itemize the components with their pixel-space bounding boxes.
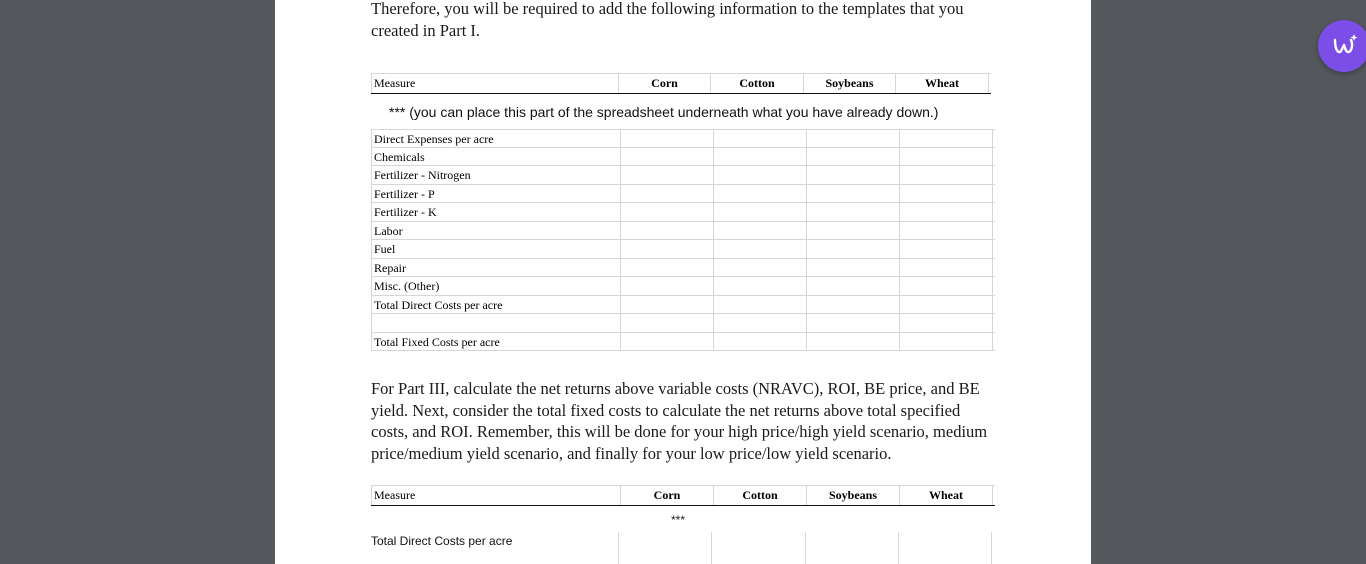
cell-wheat[interactable] bbox=[900, 240, 993, 258]
column-divider bbox=[898, 532, 899, 564]
table1-header bbox=[371, 73, 991, 94]
column-divider bbox=[991, 532, 992, 564]
cell-wheat[interactable] bbox=[900, 277, 993, 295]
table2-row-label: Total Direct Costs per acre bbox=[371, 534, 513, 548]
table1-header-cotton: Cotton bbox=[711, 74, 804, 93]
cell-corn[interactable] bbox=[621, 259, 714, 277]
intro-paragraph: Therefore, you will be required to add the following information to the templates that you created in Part I. bbox=[371, 0, 964, 40]
cell-cotton[interactable] bbox=[714, 240, 807, 258]
row-label: Labor bbox=[371, 222, 621, 240]
cell-corn[interactable] bbox=[621, 166, 714, 184]
table-row bbox=[371, 333, 995, 352]
table-row bbox=[371, 222, 995, 241]
cell-soybeans[interactable] bbox=[807, 277, 900, 295]
table1-note: *** (you can place this part of the spreadsheet underneath what you have already down.) bbox=[389, 104, 939, 120]
table1-header-soybeans: Soybeans bbox=[804, 74, 896, 93]
row-label: Fertilizer - P bbox=[371, 185, 621, 203]
table-row bbox=[371, 148, 995, 167]
row-label: Fertilizer - Nitrogen bbox=[371, 166, 621, 184]
row-label: Fertilizer - K bbox=[371, 203, 621, 221]
cell-wheat[interactable] bbox=[900, 314, 993, 332]
table2-grid bbox=[371, 532, 995, 564]
cell-cotton[interactable] bbox=[714, 166, 807, 184]
document-page bbox=[275, 0, 1091, 564]
cell-corn[interactable] bbox=[621, 185, 714, 203]
table-row bbox=[371, 166, 995, 185]
cell-corn[interactable] bbox=[621, 222, 714, 240]
cell-cotton[interactable] bbox=[714, 203, 807, 221]
cell-soybeans[interactable] bbox=[807, 259, 900, 277]
cell-cotton[interactable] bbox=[714, 277, 807, 295]
cell-corn[interactable] bbox=[621, 148, 714, 166]
table2-header-corn: Corn bbox=[621, 486, 714, 505]
table-row bbox=[371, 259, 995, 278]
cell-soybeans[interactable] bbox=[807, 203, 900, 221]
table2-header-cotton: Cotton bbox=[714, 486, 807, 505]
row-label: Total Direct Costs per acre bbox=[371, 296, 621, 314]
cell-wheat[interactable] bbox=[900, 148, 993, 166]
cell-corn[interactable] bbox=[621, 240, 714, 258]
cell-wheat[interactable] bbox=[900, 166, 993, 184]
row-label: Repair bbox=[371, 259, 621, 277]
cell-corn[interactable] bbox=[621, 130, 714, 147]
table-row bbox=[371, 277, 995, 296]
table2-header-wheat: Wheat bbox=[900, 486, 993, 505]
row-label: Misc. (Other) bbox=[371, 277, 621, 295]
cell-soybeans[interactable] bbox=[807, 314, 900, 332]
cell-wheat[interactable] bbox=[900, 296, 993, 314]
table2-stars: *** bbox=[671, 513, 686, 527]
cell-soybeans[interactable] bbox=[807, 296, 900, 314]
cell-cotton[interactable] bbox=[714, 296, 807, 314]
table1-header-measure: Measure bbox=[371, 74, 619, 93]
cell-wheat[interactable] bbox=[900, 203, 993, 221]
cell-corn[interactable] bbox=[621, 314, 714, 332]
cell-cotton[interactable] bbox=[714, 259, 807, 277]
cell-corn[interactable] bbox=[621, 203, 714, 221]
part3-paragraph: For Part III, calculate the net returns above variable costs (NRAVC), ROI, BE price, and BE yield. Next, consider the total fixed costs to calculate the net returns above total specified costs, and ROI. Remember, this will be done for your high price/high yield scenario, medium price/medium yield scenario, and finally for your low price/low yield scenario. bbox=[371, 379, 988, 463]
cell-wheat[interactable] bbox=[900, 259, 993, 277]
column-divider bbox=[805, 532, 806, 564]
cell-soybeans[interactable] bbox=[807, 148, 900, 166]
table2-header-soybeans: Soybeans bbox=[807, 486, 900, 505]
cell-corn[interactable] bbox=[621, 277, 714, 295]
cell-wheat[interactable] bbox=[900, 333, 993, 351]
cell-soybeans[interactable] bbox=[807, 130, 900, 147]
cell-wheat[interactable] bbox=[900, 130, 993, 147]
table1-header-wheat: Wheat bbox=[896, 74, 989, 93]
cell-wheat[interactable] bbox=[900, 185, 993, 203]
row-label: Chemicals bbox=[371, 148, 621, 166]
cell-soybeans[interactable] bbox=[807, 166, 900, 184]
table-row bbox=[371, 240, 995, 259]
column-divider bbox=[711, 532, 712, 564]
cell-cotton[interactable] bbox=[714, 148, 807, 166]
cell-cotton[interactable] bbox=[714, 130, 807, 147]
row-label: Direct Expenses per acre bbox=[371, 130, 621, 147]
table1-header-corn: Corn bbox=[619, 74, 711, 93]
table-row bbox=[371, 296, 995, 315]
row-label: Total Fixed Costs per acre bbox=[371, 333, 621, 351]
cell-cotton[interactable] bbox=[714, 185, 807, 203]
cell-wheat[interactable] bbox=[900, 222, 993, 240]
table2-header bbox=[371, 485, 995, 506]
cell-soybeans[interactable] bbox=[807, 240, 900, 258]
cell-corn[interactable] bbox=[621, 333, 714, 351]
cell-soybeans[interactable] bbox=[807, 333, 900, 351]
column-divider bbox=[618, 532, 619, 564]
table1-grid bbox=[371, 129, 995, 351]
assistant-w-sparkle-icon bbox=[1329, 31, 1359, 61]
cell-cotton[interactable] bbox=[714, 333, 807, 351]
cell-soybeans[interactable] bbox=[807, 222, 900, 240]
assistant-button[interactable] bbox=[1318, 20, 1366, 72]
row-label bbox=[371, 314, 621, 332]
table2-header-measure: Measure bbox=[371, 486, 621, 505]
table-row bbox=[371, 129, 995, 148]
cell-corn[interactable] bbox=[621, 296, 714, 314]
row-label: Fuel bbox=[371, 240, 621, 258]
cell-soybeans[interactable] bbox=[807, 185, 900, 203]
table-row bbox=[371, 203, 995, 222]
cell-cotton[interactable] bbox=[714, 314, 807, 332]
table-row bbox=[371, 314, 995, 333]
cell-cotton[interactable] bbox=[714, 222, 807, 240]
table-row bbox=[371, 185, 995, 204]
